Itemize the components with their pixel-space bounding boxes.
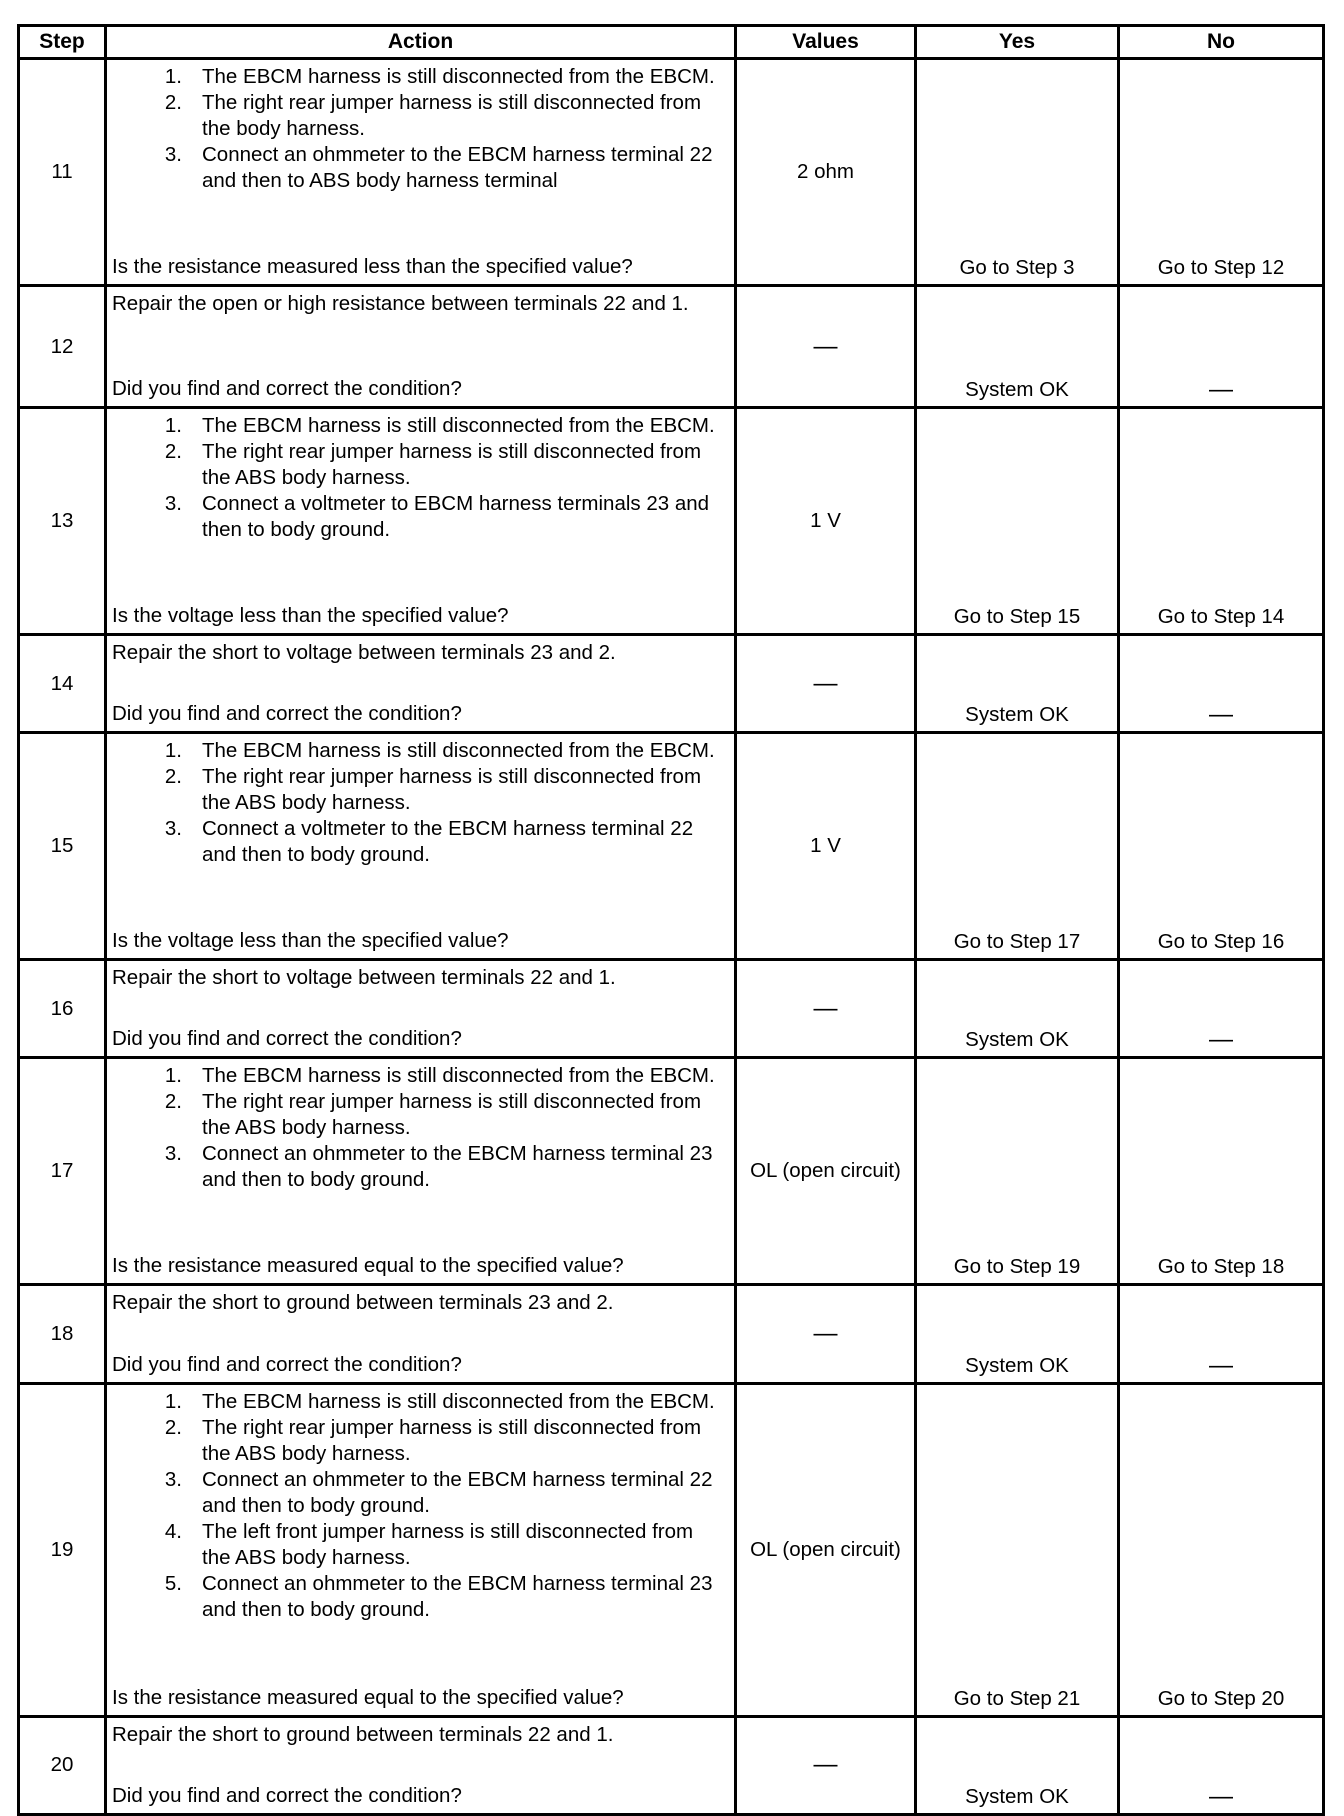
action-question: Is the resistance measured less than the specified value? (112, 254, 633, 278)
value-cell: OL (open circuit) (736, 1383, 916, 1716)
yes-cell: System OK (916, 1285, 1119, 1383)
step-number: 13 (19, 408, 106, 635)
action-step-number: 2. (164, 765, 182, 789)
action-step (112, 1389, 726, 1415)
action-cell (106, 635, 736, 733)
step-number: 12 (19, 285, 106, 408)
action-step (112, 491, 726, 543)
action-step-text: Connect an ohmmeter to the EBCM harness terminal 22 and then to body ground. (202, 1467, 713, 1517)
action-step (112, 413, 726, 439)
action-step (112, 64, 726, 90)
action-step-number: 1. (164, 739, 182, 763)
step-number: 17 (19, 1058, 106, 1285)
action-cell (106, 408, 736, 635)
no-cell: — (1119, 285, 1324, 408)
action-step-text: The right rear jumper harness is still disconnected from the ABS body harness. (202, 1415, 702, 1465)
action-step-number: 2. (164, 440, 182, 464)
yes-cell: System OK (916, 285, 1119, 408)
action-step-number: 2. (164, 1415, 182, 1439)
value-cell: — (736, 1285, 916, 1383)
action-step-text: The right rear jumper harness is still disconnected from the body harness. (202, 91, 702, 140)
yes-cell: System OK (916, 1716, 1119, 1814)
table-row (19, 1058, 1324, 1285)
value-cell: 2 ohm (736, 59, 916, 286)
action-step-number: 1. (164, 414, 182, 438)
action-instruction: Repair the short to ground between terminals 23 and 2. (112, 1291, 614, 1315)
table-row (19, 285, 1324, 408)
action-step (112, 1467, 726, 1519)
action-step-text: Connect an ohmmeter to the EBCM harness terminal 22 and then to ABS body harness terminal (202, 143, 713, 192)
action-question: Did you find and correct the condition? (112, 377, 462, 401)
action-step (112, 439, 726, 491)
value-cell: OL (open circuit) (736, 1058, 916, 1285)
diagnostic-table (17, 24, 1325, 1816)
action-steps (112, 1389, 726, 1623)
action-instruction: Repair the short to ground between terminals 22 and 1. (112, 1722, 614, 1746)
action-cell (106, 733, 736, 960)
action-steps (112, 738, 726, 868)
step-number: 11 (19, 59, 106, 286)
action-cell (106, 1285, 736, 1383)
step-number: 19 (19, 1383, 106, 1716)
action-step (112, 764, 726, 816)
action-step-number: 1. (164, 65, 182, 88)
header-action: Action (106, 26, 736, 59)
action-cell (106, 1058, 736, 1285)
header-row (19, 26, 1324, 59)
table-row (19, 960, 1324, 1058)
step-number: 14 (19, 635, 106, 733)
action-step-text: The right rear jumper harness is still disconnected from the ABS body harness. (202, 440, 702, 490)
value-cell: 1 V (736, 408, 916, 635)
header-yes: Yes (916, 26, 1119, 59)
no-cell: Go to Step 14 (1119, 408, 1324, 635)
header-no: No (1119, 26, 1324, 59)
table-row (19, 733, 1324, 960)
table-row (19, 1383, 1324, 1716)
action-step-text: The EBCM harness is still disconnected from the EBCM. (202, 414, 715, 438)
action-step (112, 90, 726, 142)
table-row (19, 635, 1324, 733)
action-question: Did you find and correct the condition? (112, 1352, 462, 1376)
action-step (112, 142, 726, 194)
action-step (112, 1141, 726, 1193)
no-cell: Go to Step 18 (1119, 1058, 1324, 1285)
action-step-number: 3. (164, 143, 182, 166)
action-step (112, 1519, 726, 1571)
step-number: 20 (19, 1716, 106, 1814)
yes-cell: System OK (916, 960, 1119, 1058)
action-step-text: Connect a voltmeter to EBCM harness terminals 23 and then to body ground. (202, 492, 710, 542)
action-question: Did you find and correct the condition? (112, 1027, 462, 1051)
action-steps (112, 413, 726, 543)
action-question: Is the voltage less than the specified value? (112, 604, 509, 628)
action-instruction: Repair the open or high resistance between terminals 22 and 1. (112, 291, 689, 315)
action-step-number: 3. (164, 492, 182, 516)
action-question: Is the resistance measured equal to the specified value? (112, 1685, 624, 1709)
action-step-text: Connect an ohmmeter to the EBCM harness terminal 23 and then to body ground. (202, 1571, 713, 1621)
yes-cell: Go to Step 17 (916, 733, 1119, 960)
no-cell: Go to Step 12 (1119, 59, 1324, 286)
action-step-text: The EBCM harness is still disconnected from the EBCM. (202, 1389, 715, 1413)
action-steps (112, 64, 726, 194)
action-cell (106, 285, 736, 408)
value-cell: — (736, 285, 916, 408)
action-step-text: The right rear jumper harness is still disconnected from the ABS body harness. (202, 765, 702, 815)
action-step (112, 1063, 726, 1089)
action-step-number: 3. (164, 817, 182, 841)
action-step (112, 816, 726, 868)
step-number: 16 (19, 960, 106, 1058)
no-cell: — (1119, 1716, 1324, 1814)
action-instruction: Repair the short to voltage between terminals 23 and 2. (112, 641, 616, 665)
action-instruction: Repair the short to voltage between terminals 22 and 1. (112, 966, 616, 990)
yes-cell: Go to Step 3 (916, 59, 1119, 286)
yes-cell: Go to Step 15 (916, 408, 1119, 635)
no-cell: — (1119, 1285, 1324, 1383)
action-step (112, 1571, 726, 1623)
action-question: Did you find and correct the condition? (112, 702, 462, 726)
action-step-text: The right rear jumper harness is still disconnected from the ABS body harness. (202, 1090, 702, 1140)
step-number: 18 (19, 1285, 106, 1383)
action-step-number: 3. (164, 1467, 182, 1491)
action-step-text: The left front jumper harness is still disconnected from the ABS body harness. (202, 1519, 694, 1569)
table-row (19, 59, 1324, 286)
action-step-number: 1. (164, 1064, 182, 1088)
action-step-number: 4. (164, 1519, 182, 1543)
action-step-number: 3. (164, 1142, 182, 1166)
action-step-text: The EBCM harness is still disconnected from the EBCM. (202, 65, 715, 88)
yes-cell: Go to Step 21 (916, 1383, 1119, 1716)
action-step-number: 1. (164, 1389, 182, 1413)
action-cell (106, 1383, 736, 1716)
action-step-number: 5. (164, 1571, 182, 1595)
action-step (112, 738, 726, 764)
action-step-number: 2. (164, 1090, 182, 1114)
value-cell: — (736, 1716, 916, 1814)
no-cell: — (1119, 635, 1324, 733)
action-step (112, 1089, 726, 1141)
action-step-text: The EBCM harness is still disconnected from the EBCM. (202, 739, 715, 763)
action-question: Is the resistance measured equal to the specified value? (112, 1254, 624, 1278)
action-steps (112, 1063, 726, 1193)
action-step-text: Connect an ohmmeter to the EBCM harness terminal 23 and then to body ground. (202, 1142, 713, 1192)
table-row (19, 1716, 1324, 1814)
action-step-text: The EBCM harness is still disconnected from the EBCM. (202, 1064, 715, 1088)
no-cell: Go to Step 20 (1119, 1383, 1324, 1716)
table-row (19, 1285, 1324, 1383)
no-cell: — (1119, 960, 1324, 1058)
action-cell (106, 960, 736, 1058)
header-values: Values (736, 26, 916, 59)
no-cell: Go to Step 16 (1119, 733, 1324, 960)
table-row (19, 408, 1324, 635)
value-cell: — (736, 960, 916, 1058)
value-cell: — (736, 635, 916, 733)
action-question: Is the voltage less than the specified value? (112, 929, 509, 953)
header-step: Step (19, 26, 106, 59)
action-question: Did you find and correct the condition? (112, 1784, 462, 1807)
value-cell: 1 V (736, 733, 916, 960)
action-step-text: Connect a voltmeter to the EBCM harness terminal 22 and then to body ground. (202, 817, 694, 867)
action-step (112, 1415, 726, 1467)
action-step-number: 2. (164, 91, 182, 114)
step-number: 15 (19, 733, 106, 960)
yes-cell: System OK (916, 635, 1119, 733)
yes-cell: Go to Step 19 (916, 1058, 1119, 1285)
action-cell (106, 1716, 736, 1814)
action-cell (106, 59, 736, 286)
